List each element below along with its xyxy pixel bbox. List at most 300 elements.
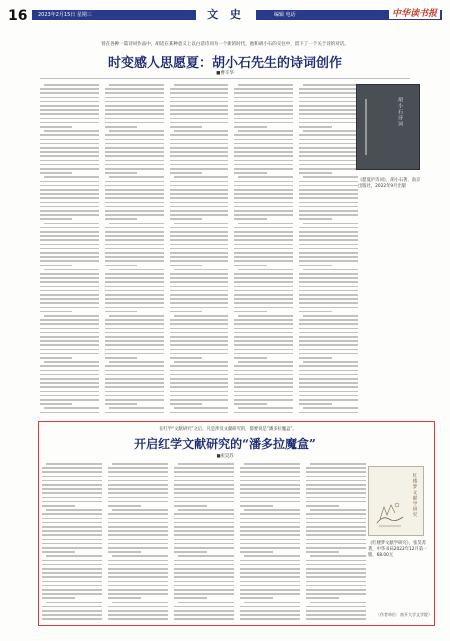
text-line [108, 492, 168, 494]
text-line [234, 126, 266, 128]
text-line [306, 585, 366, 587]
text-line [299, 260, 358, 262]
text-line [40, 311, 72, 313]
text-line [40, 113, 99, 115]
text-line [170, 160, 229, 162]
text-line [105, 122, 164, 124]
text-line [40, 365, 99, 367]
text-line [299, 139, 358, 141]
article1-book-caption: 《愿夏庐诗词》，胡小石著，南京出版社，2022年9月出版 [358, 178, 421, 189]
text-line [240, 547, 300, 549]
text-line [42, 576, 102, 578]
text-line [238, 223, 293, 225]
text-line [240, 576, 300, 578]
text-line [42, 488, 102, 490]
text-line [42, 534, 102, 536]
text-line [170, 399, 229, 401]
text-line [170, 139, 229, 141]
text-line [105, 244, 164, 246]
article1-book-title: 胡小石诗词 [397, 97, 403, 127]
text-line [105, 403, 137, 405]
text-line [234, 382, 293, 384]
section-title: 文 史 [196, 6, 256, 20]
text-line [240, 618, 300, 620]
text-line [234, 328, 293, 330]
text-line [306, 614, 366, 616]
text-line [244, 509, 300, 511]
text-line [105, 118, 164, 120]
text-line [170, 168, 229, 170]
text-line [240, 581, 300, 583]
text-line [299, 155, 358, 157]
text-line [299, 391, 358, 393]
text-line [299, 214, 358, 216]
text-line [40, 391, 99, 393]
text-line [40, 109, 99, 111]
text-column [240, 463, 300, 623]
text-line [174, 513, 234, 515]
text-line [240, 488, 300, 490]
text-line [40, 336, 99, 338]
text-line [306, 522, 366, 524]
text-line [306, 488, 366, 490]
text-line [40, 168, 99, 170]
text-line [105, 265, 137, 267]
text-line [303, 407, 358, 409]
text-line [170, 365, 229, 367]
text-line [105, 374, 164, 376]
text-line [170, 412, 229, 414]
text-line [174, 539, 234, 541]
text-line [170, 151, 229, 153]
text-line [234, 227, 293, 229]
text-line [299, 412, 358, 414]
text-line [108, 589, 168, 591]
text-line [40, 256, 99, 258]
text-line [105, 277, 164, 279]
text-line [238, 84, 293, 86]
text-line [240, 484, 300, 486]
text-line [170, 328, 229, 330]
text-line [306, 547, 366, 549]
text-line [240, 539, 300, 541]
article1-book-cover [356, 84, 420, 170]
text-line [234, 218, 266, 220]
text-line [105, 391, 164, 393]
article1-lead: 曾在各种一篇诗词作品中，胡适在某种意义上以白话诗词为一个新的时代，他和胡小石的交往中，留下了一个关于诗的对话。 [101, 42, 349, 47]
text-line [306, 593, 366, 595]
text-line [174, 471, 234, 473]
text-line [108, 560, 168, 562]
text-line [234, 386, 293, 388]
text-line [234, 92, 293, 94]
article2-body [42, 463, 366, 623]
text-line [105, 189, 164, 191]
text-line [40, 332, 99, 334]
text-line [170, 185, 229, 187]
text-column [299, 84, 358, 414]
text-line [40, 328, 99, 330]
text-line [238, 407, 293, 409]
text-line [109, 315, 164, 317]
text-line [306, 543, 366, 545]
text-line [234, 164, 293, 166]
text-line [234, 239, 293, 241]
text-line [234, 319, 293, 321]
text-line [234, 374, 293, 376]
text-line [109, 269, 164, 271]
text-line [244, 463, 300, 465]
text-line [299, 113, 358, 115]
text-line [105, 365, 164, 367]
text-line [170, 286, 229, 288]
text-line [170, 378, 229, 380]
text-line [299, 210, 358, 212]
text-line [40, 344, 99, 346]
text-line [299, 382, 358, 384]
text-line [170, 353, 229, 355]
text-line [240, 501, 300, 503]
text-line [46, 463, 102, 465]
text-line [170, 311, 202, 313]
text-line [299, 164, 358, 166]
text-line [234, 181, 293, 183]
text-line [234, 349, 293, 351]
text-line [105, 412, 164, 414]
text-line [234, 344, 293, 346]
text-line [40, 143, 99, 145]
text-line [299, 101, 358, 103]
text-line [40, 202, 99, 204]
text-line [108, 497, 168, 499]
text-line [170, 155, 229, 157]
text-line [170, 290, 229, 292]
text-line [170, 302, 229, 304]
text-line [105, 239, 164, 241]
text-line [234, 353, 293, 355]
text-line [108, 576, 168, 578]
text-line [170, 395, 229, 397]
text-line [234, 244, 293, 246]
text-line [306, 572, 366, 574]
text-line [40, 92, 99, 94]
text-line [40, 357, 72, 359]
text-line [105, 193, 164, 195]
text-line [240, 560, 300, 562]
text-line [234, 214, 293, 216]
text-line [178, 463, 234, 465]
text-line [234, 248, 293, 250]
text-line [244, 555, 300, 557]
text-line [170, 126, 202, 128]
text-line [240, 497, 300, 499]
text-line [234, 113, 293, 115]
text-line [42, 606, 102, 608]
text-line [42, 597, 75, 599]
text-line [170, 214, 229, 216]
text-line [42, 467, 102, 469]
header-date: 2023年2月15日 星期三 [38, 12, 92, 18]
text-line [299, 256, 358, 258]
text-line [299, 370, 358, 372]
text-line [42, 618, 102, 620]
text-line [108, 476, 168, 478]
text-line [40, 340, 99, 342]
article2-book-caption: 《红楼梦文献学研究》，张昊苏著，中华书局2022年12月第一版，68.00元 [368, 541, 428, 558]
text-line [174, 223, 229, 225]
text-line [105, 139, 164, 141]
text-line [40, 286, 99, 288]
text-line [105, 155, 164, 157]
text-line [299, 386, 358, 388]
text-line [40, 189, 99, 191]
text-line [170, 298, 229, 300]
text-line [105, 126, 137, 128]
text-line [299, 218, 331, 220]
text-line [174, 547, 234, 549]
text-line [174, 484, 234, 486]
text-line [234, 273, 293, 275]
text-line [40, 382, 99, 384]
text-line [234, 206, 293, 208]
text-line [299, 160, 358, 162]
text-line [40, 214, 99, 216]
text-line [306, 568, 366, 570]
text-line [306, 513, 366, 515]
text-line [42, 585, 102, 587]
text-line [40, 126, 72, 128]
text-line [234, 101, 293, 103]
text-line [306, 467, 366, 469]
text-line [299, 302, 358, 304]
text-line [299, 185, 358, 187]
text-line [174, 564, 234, 566]
header-editor: 编辑 电话 [274, 12, 296, 18]
text-line [240, 564, 300, 566]
text-line [40, 231, 99, 233]
text-line [234, 412, 293, 414]
text-line [108, 480, 168, 482]
text-line [244, 602, 300, 604]
text-line [40, 88, 99, 90]
text-line [105, 147, 164, 149]
text-line [174, 530, 234, 532]
text-line [112, 555, 168, 557]
text-line [299, 357, 331, 359]
text-line [174, 130, 229, 132]
text-line [240, 471, 300, 473]
text-line [112, 463, 168, 465]
text-line [40, 349, 99, 351]
text-line [310, 602, 366, 604]
text-line [306, 581, 366, 583]
text-line [170, 403, 202, 405]
text-line [40, 164, 99, 166]
text-line [105, 235, 164, 237]
text-line [170, 235, 229, 237]
text-line [299, 395, 358, 397]
text-line [234, 391, 293, 393]
text-line [170, 336, 229, 338]
text-line [105, 206, 164, 208]
text-line [174, 618, 234, 620]
text-line [42, 589, 102, 591]
text-line [105, 231, 164, 233]
text-line [299, 92, 358, 94]
text-line [108, 471, 168, 473]
text-line [40, 323, 99, 325]
text-line [299, 273, 358, 275]
text-line [40, 248, 99, 250]
text-line [105, 353, 164, 355]
text-line [108, 522, 168, 524]
text-line [170, 307, 229, 309]
text-line [170, 374, 229, 376]
text-line [299, 277, 358, 279]
text-line [42, 539, 102, 541]
text-line [240, 513, 300, 515]
text-line [174, 361, 229, 363]
text-line [40, 151, 99, 153]
text-line [105, 105, 164, 107]
text-line [234, 403, 266, 405]
text-line [306, 505, 339, 507]
text-line [299, 252, 358, 254]
text-line [108, 547, 168, 549]
text-line [105, 357, 137, 359]
text-column [234, 84, 293, 414]
text-line [40, 218, 72, 220]
text-line [170, 172, 202, 174]
text-line [240, 568, 300, 570]
text-line [105, 311, 137, 313]
text-line [40, 122, 99, 124]
text-line [240, 606, 300, 608]
text-line [174, 610, 234, 612]
text-line [42, 568, 102, 570]
text-line [240, 610, 300, 612]
text-line [299, 143, 358, 145]
text-line [44, 223, 99, 225]
text-line [170, 239, 229, 241]
text-line [105, 395, 164, 397]
text-line [234, 88, 293, 90]
text-line [42, 518, 102, 520]
text-line [40, 395, 99, 397]
text-line [234, 311, 266, 313]
text-line [299, 353, 358, 355]
text-line [105, 218, 137, 220]
text-line [105, 227, 164, 229]
text-line [174, 497, 234, 499]
text-line [240, 551, 273, 553]
text-line [170, 248, 229, 250]
text-line [40, 370, 99, 372]
text-line [299, 399, 358, 401]
text-line [170, 252, 229, 254]
text-line [240, 480, 300, 482]
text-line [40, 97, 99, 99]
text-line [174, 585, 234, 587]
text-line [170, 134, 229, 136]
text-line [234, 277, 293, 279]
text-line [40, 281, 99, 283]
text-line [234, 210, 293, 212]
text-line [234, 122, 293, 124]
text-line [108, 539, 168, 541]
text-line [310, 463, 366, 465]
text-line [40, 185, 99, 187]
page-number: 16 [8, 8, 28, 24]
text-line [170, 340, 229, 342]
text-line [306, 492, 366, 494]
text-line [42, 581, 102, 583]
text-line [238, 176, 293, 178]
text-line [105, 260, 164, 262]
text-line [105, 143, 164, 145]
text-line [306, 471, 366, 473]
text-line [46, 509, 102, 511]
text-line [234, 370, 293, 372]
text-line [234, 231, 293, 233]
text-line [234, 323, 293, 325]
text-line [234, 105, 293, 107]
text-line [40, 134, 99, 136]
text-line [170, 294, 229, 296]
text-line [240, 505, 273, 507]
text-line [40, 412, 99, 414]
text-line [306, 606, 366, 608]
text-line [306, 564, 366, 566]
text-line [105, 302, 164, 304]
text-line [170, 164, 229, 166]
text-line [306, 476, 366, 478]
text-line [170, 193, 229, 195]
text-line [234, 286, 293, 288]
text-line [105, 319, 164, 321]
text-line [105, 197, 164, 199]
text-line [108, 505, 141, 507]
text-line [299, 197, 358, 199]
text-line [240, 614, 300, 616]
text-line [108, 597, 141, 599]
text-line [105, 336, 164, 338]
text-line [40, 302, 99, 304]
text-line [40, 319, 99, 321]
text-line [174, 518, 234, 520]
text-line [112, 509, 168, 511]
text-line [299, 403, 331, 405]
text-line [303, 176, 358, 178]
text-line [174, 614, 234, 616]
text-line [306, 576, 366, 578]
text-line [105, 168, 164, 170]
text-line [42, 480, 102, 482]
text-line [299, 298, 358, 300]
text-line [299, 189, 358, 191]
text-line [174, 480, 234, 482]
text-line [108, 585, 168, 587]
text-line [40, 235, 99, 237]
text-line [234, 235, 293, 237]
text-line [40, 105, 99, 107]
text-line [306, 518, 366, 520]
text-line [108, 564, 168, 566]
text-line [40, 160, 99, 162]
text-line [310, 509, 366, 511]
text-line [105, 370, 164, 372]
text-line [174, 315, 229, 317]
